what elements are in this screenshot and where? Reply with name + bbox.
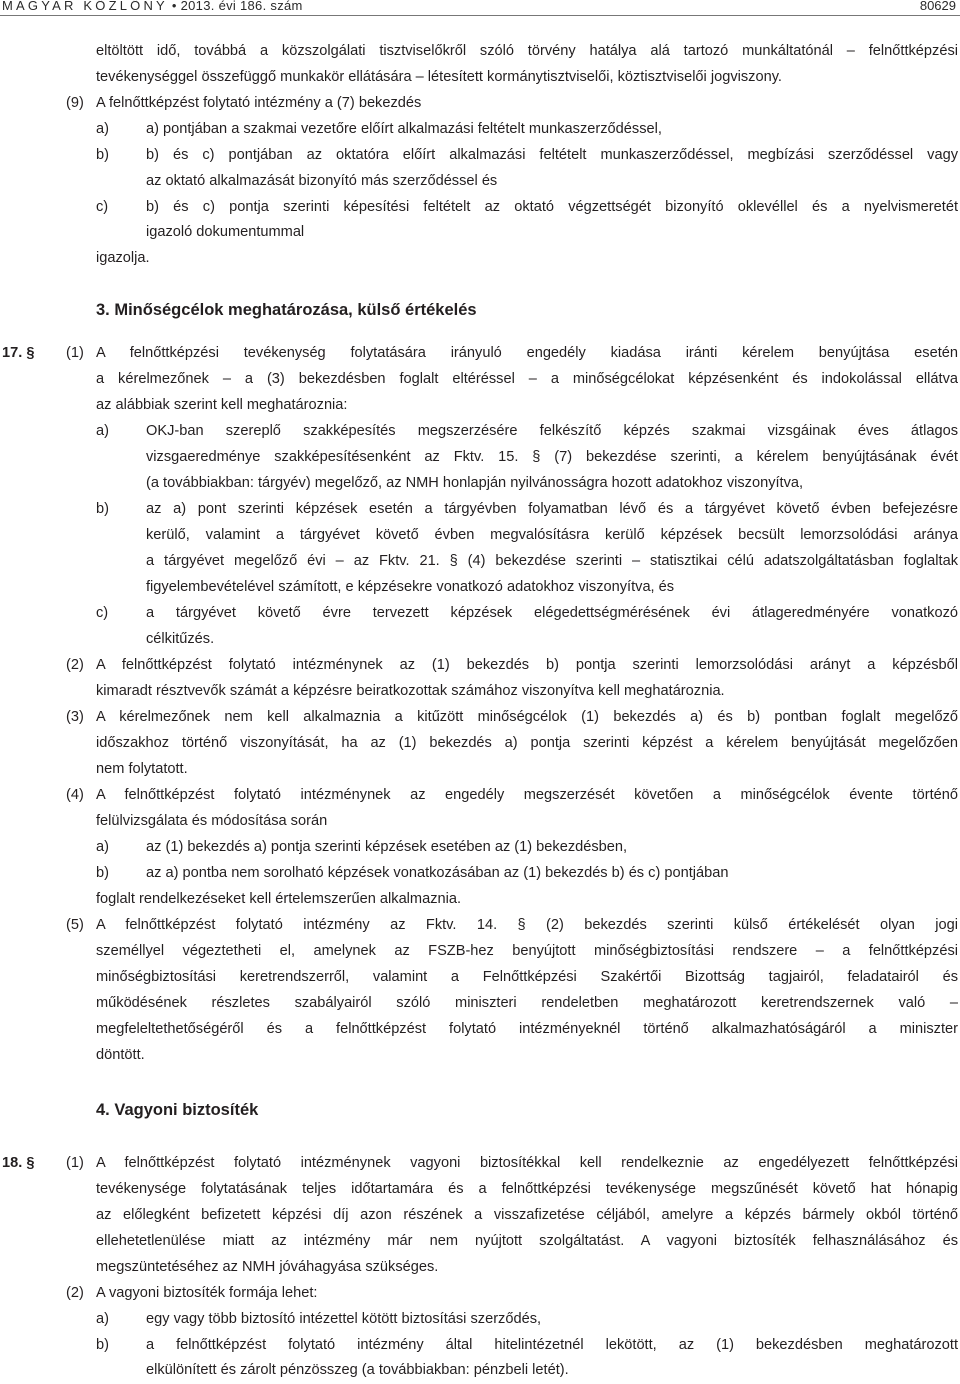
header-divider — [0, 15, 960, 16]
text-line: kerülő, valamint a tárgyévet követő évben megvalósításra kerülő képzések becsült lemorzsolódási aránya — [146, 527, 958, 543]
text-line: kimaradt résztvevők számát a képzésre beiratkozottak számához viszonyítva kell meghatároznia. — [96, 683, 725, 699]
text-line: tevékenysége folytatásának teljes időtartamára és a felnőttképzési tevékenysége megszűnését követő hat hónapig — [96, 1181, 958, 1197]
text-line: A felnőttképzést folytató intézménynek az engedély megszerzését követően a minőségcélok évente történő — [96, 787, 958, 803]
text-line: b) és c) pontja szerinti képesítési feltételt az oktató végzettségét bizonyító oklevéllel és a nyelvismeretét — [146, 199, 958, 215]
text-line: A vagyoni biztosíték formája lehet: — [96, 1285, 318, 1301]
text-line: célkitűzés. — [146, 631, 215, 647]
text-line: A felnőttképzést folytató intézménynek az (1) bekezdés b) pontja szerinti lemorzsolódási arányt a képzésből — [96, 657, 958, 673]
text-line: működésének részletes szabályairól szóló miniszteri rendeletben meghatározott keretrendszernek való – — [96, 995, 958, 1011]
text-line: időszakhoz történő viszonyítását, ha az (1) bekezdés a) pontja szerinti képzést a kérelem benyújtását megelőzően — [96, 735, 958, 751]
text-line: minőségbiztosítási keretrendszerről, valamint a Felnőttképzési Szakértői Bizottság tagjairól, feladatairól és — [96, 969, 958, 985]
paragraph-number: (1) — [66, 1155, 84, 1171]
point-marker: c) — [96, 199, 109, 215]
point-marker: b) — [96, 865, 109, 881]
section-heading: 3. Minőségcélok meghatározása, külső értékelés — [96, 301, 477, 319]
point-marker: a) — [96, 121, 109, 137]
text-line: A felnőttképzést folytató intézménynek vagyoni biztosítékkal kell rendelkeznie az engedélyezett felnőttképzési — [96, 1155, 958, 1171]
point-marker: a) — [96, 1311, 109, 1327]
text-line: az a) pontba nem sorolható képzések vonatkozásában az (1) bekezdés b) és c) pontjában — [146, 865, 729, 881]
text-line: b) és c) pontjában az oktatóra előírt alkalmazási feltételt munkaszerződéssel, megbízási szerződéssel vagy — [146, 147, 958, 163]
text-line: (a továbbiakban: tárgyév) megelőző, az NMH honlapján nyilvánosságra hozott adatokhoz viszonyítva, — [146, 475, 804, 491]
text-line: A felnőttképzést folytató intézmény a (7) bekezdés — [96, 95, 422, 111]
text-line: megfeleltethetőségéről és a felnőttképzést folytató intézményeknél történő alkalmazhatóságáról a miniszter — [96, 1021, 958, 1037]
paragraph-number: (5) — [66, 917, 84, 933]
text-line: figyelembevételével számított, e képzésekre vonatkozó adatokhoz viszonyítva, és — [146, 579, 675, 595]
text-line: A kérelmezőnek nem kell alkalmaznia a kitűzött minőségcélok (1) bekezdés a) és b) pontban foglalt megelőző — [96, 709, 958, 725]
text-line: ellehetetlenülése miatt az intézmény már nem nyújtott szolgáltatást. A vagyoni biztosíték felhasználásához és — [96, 1233, 958, 1249]
point-marker: b) — [96, 147, 109, 163]
section-number: 18. § — [2, 1155, 35, 1171]
text-line: személlyel végeztetheti el, amelynek az FSZB-hez benyújtott minőségbiztosítási rendszere – a felnőttképzési — [96, 943, 958, 959]
text-line: igazoló dokumentummal — [146, 224, 305, 240]
text-line: a) pontjában a szakmai vezetőre előírt alkalmazási feltételt munkaszerződéssel, — [146, 121, 662, 137]
text-line: A felnőttképzési tevékenység folytatására irányuló engedély kiadása iránti kérelem benyújtása esetén — [96, 345, 958, 361]
text-line: az (1) bekezdés a) pontja szerinti képzések esetében az (1) bekezdésben, — [146, 839, 628, 855]
point-marker: b) — [96, 501, 109, 517]
text-line: egy vagy több biztosító intézettel kötött biztosítási szerződés, — [146, 1311, 542, 1327]
text-line: az oktató alkalmazását bizonyító más szerződéssel és — [146, 173, 498, 189]
paragraph-number: (9) — [66, 95, 84, 111]
paragraph-number: (4) — [66, 787, 84, 803]
paragraph-number: (3) — [66, 709, 84, 725]
section-heading: 4. Vagyoni biztosíték — [96, 1101, 259, 1119]
text-line: az előlegként befizetett képzési díj azon részének a visszafizetése céljából, amelyre a képzés bármely okból történő — [96, 1207, 958, 1223]
text-line: a felnőttképzést folytató intézmény által hitelintézetnél lekötött, az (1) bekezdésben meghatározott — [146, 1337, 958, 1353]
text-line: igazolja. — [96, 250, 150, 266]
journal-title: MAGYAR KÖZLÖNY — [2, 0, 168, 13]
text-line: felülvizsgálata és módosítása során — [96, 813, 328, 829]
text-line: a tárgyévet megelőző évi – az Fktv. 21. § (4) bekezdése szerinti – statisztikai célú adatszolgáltatásban foglaltak — [146, 553, 958, 569]
text-line: a kérelmezőnek – a (3) bekezdésben foglalt eltéréssel – a minőségcélokat képzésenként és indokolással ellátva — [96, 371, 958, 387]
header-journal-issue — [2, 0, 303, 13]
text-line: elkülönített és zárolt pénzösszeg (a továbbiakban: pénzbeli letét). — [146, 1362, 569, 1378]
text-line: tevékenységgel összefüggő munkakör ellátására – létesített kormánytisztviselői, köztisztviselői jogviszony. — [96, 69, 782, 85]
running-header — [0, 0, 960, 16]
page-number: 80629 — [919, 0, 956, 13]
text-line: nem folytatott. — [96, 761, 188, 777]
text-line: a tárgyévet követő évre tervezett képzések elégedettségmérésének évi átlageredményére vonatkozó — [146, 605, 958, 621]
text-line: eltöltött idő, továbbá a közszolgálati tisztviselőkről szóló törvény hatálya alá tartozó munkáltatónál – felnőttképzési — [96, 43, 958, 59]
text-line: OKJ-ban szereplő szakképesítés megszerzésére felkészítő képzés szakmai vizsgáinak éves átlagos — [146, 423, 958, 439]
paragraph-number: (2) — [66, 1285, 84, 1301]
text-line: az alábbiak szerint kell meghatároznia: — [96, 397, 348, 413]
text-line: A felnőttképzést folytató intézmény az Fktv. 14. § (2) bekezdés szerinti külső értékelését olyan jogi — [96, 917, 958, 933]
text-line: foglalt rendelkezéseket kell értelemszerűen alkalmaznia. — [96, 891, 462, 907]
point-marker: b) — [96, 1337, 109, 1353]
point-marker: c) — [96, 605, 109, 621]
point-marker: a) — [96, 839, 109, 855]
paragraph-number: (2) — [66, 657, 84, 673]
point-marker: a) — [96, 423, 109, 439]
text-line: megszüntetéséhez az NMH jóváhagyása szükséges. — [96, 1259, 439, 1275]
section-number: 17. § — [2, 345, 35, 361]
issue-number: 2013. évi 186. szám — [180, 0, 303, 13]
text-line: az a) pont szerinti képzések esetén a tárgyévben folyamatban lévő és a tárgyévet követő évben befejezésre — [146, 501, 958, 517]
paragraph-number: (1) — [66, 345, 84, 361]
header-bullet: • — [171, 0, 177, 13]
text-line: döntött. — [96, 1047, 145, 1063]
text-line: vizsgaeredménye szakképesítésenként az Fktv. 15. § (7) bekezdése szerinti, a kérelem benyújtásának évét — [146, 449, 958, 465]
